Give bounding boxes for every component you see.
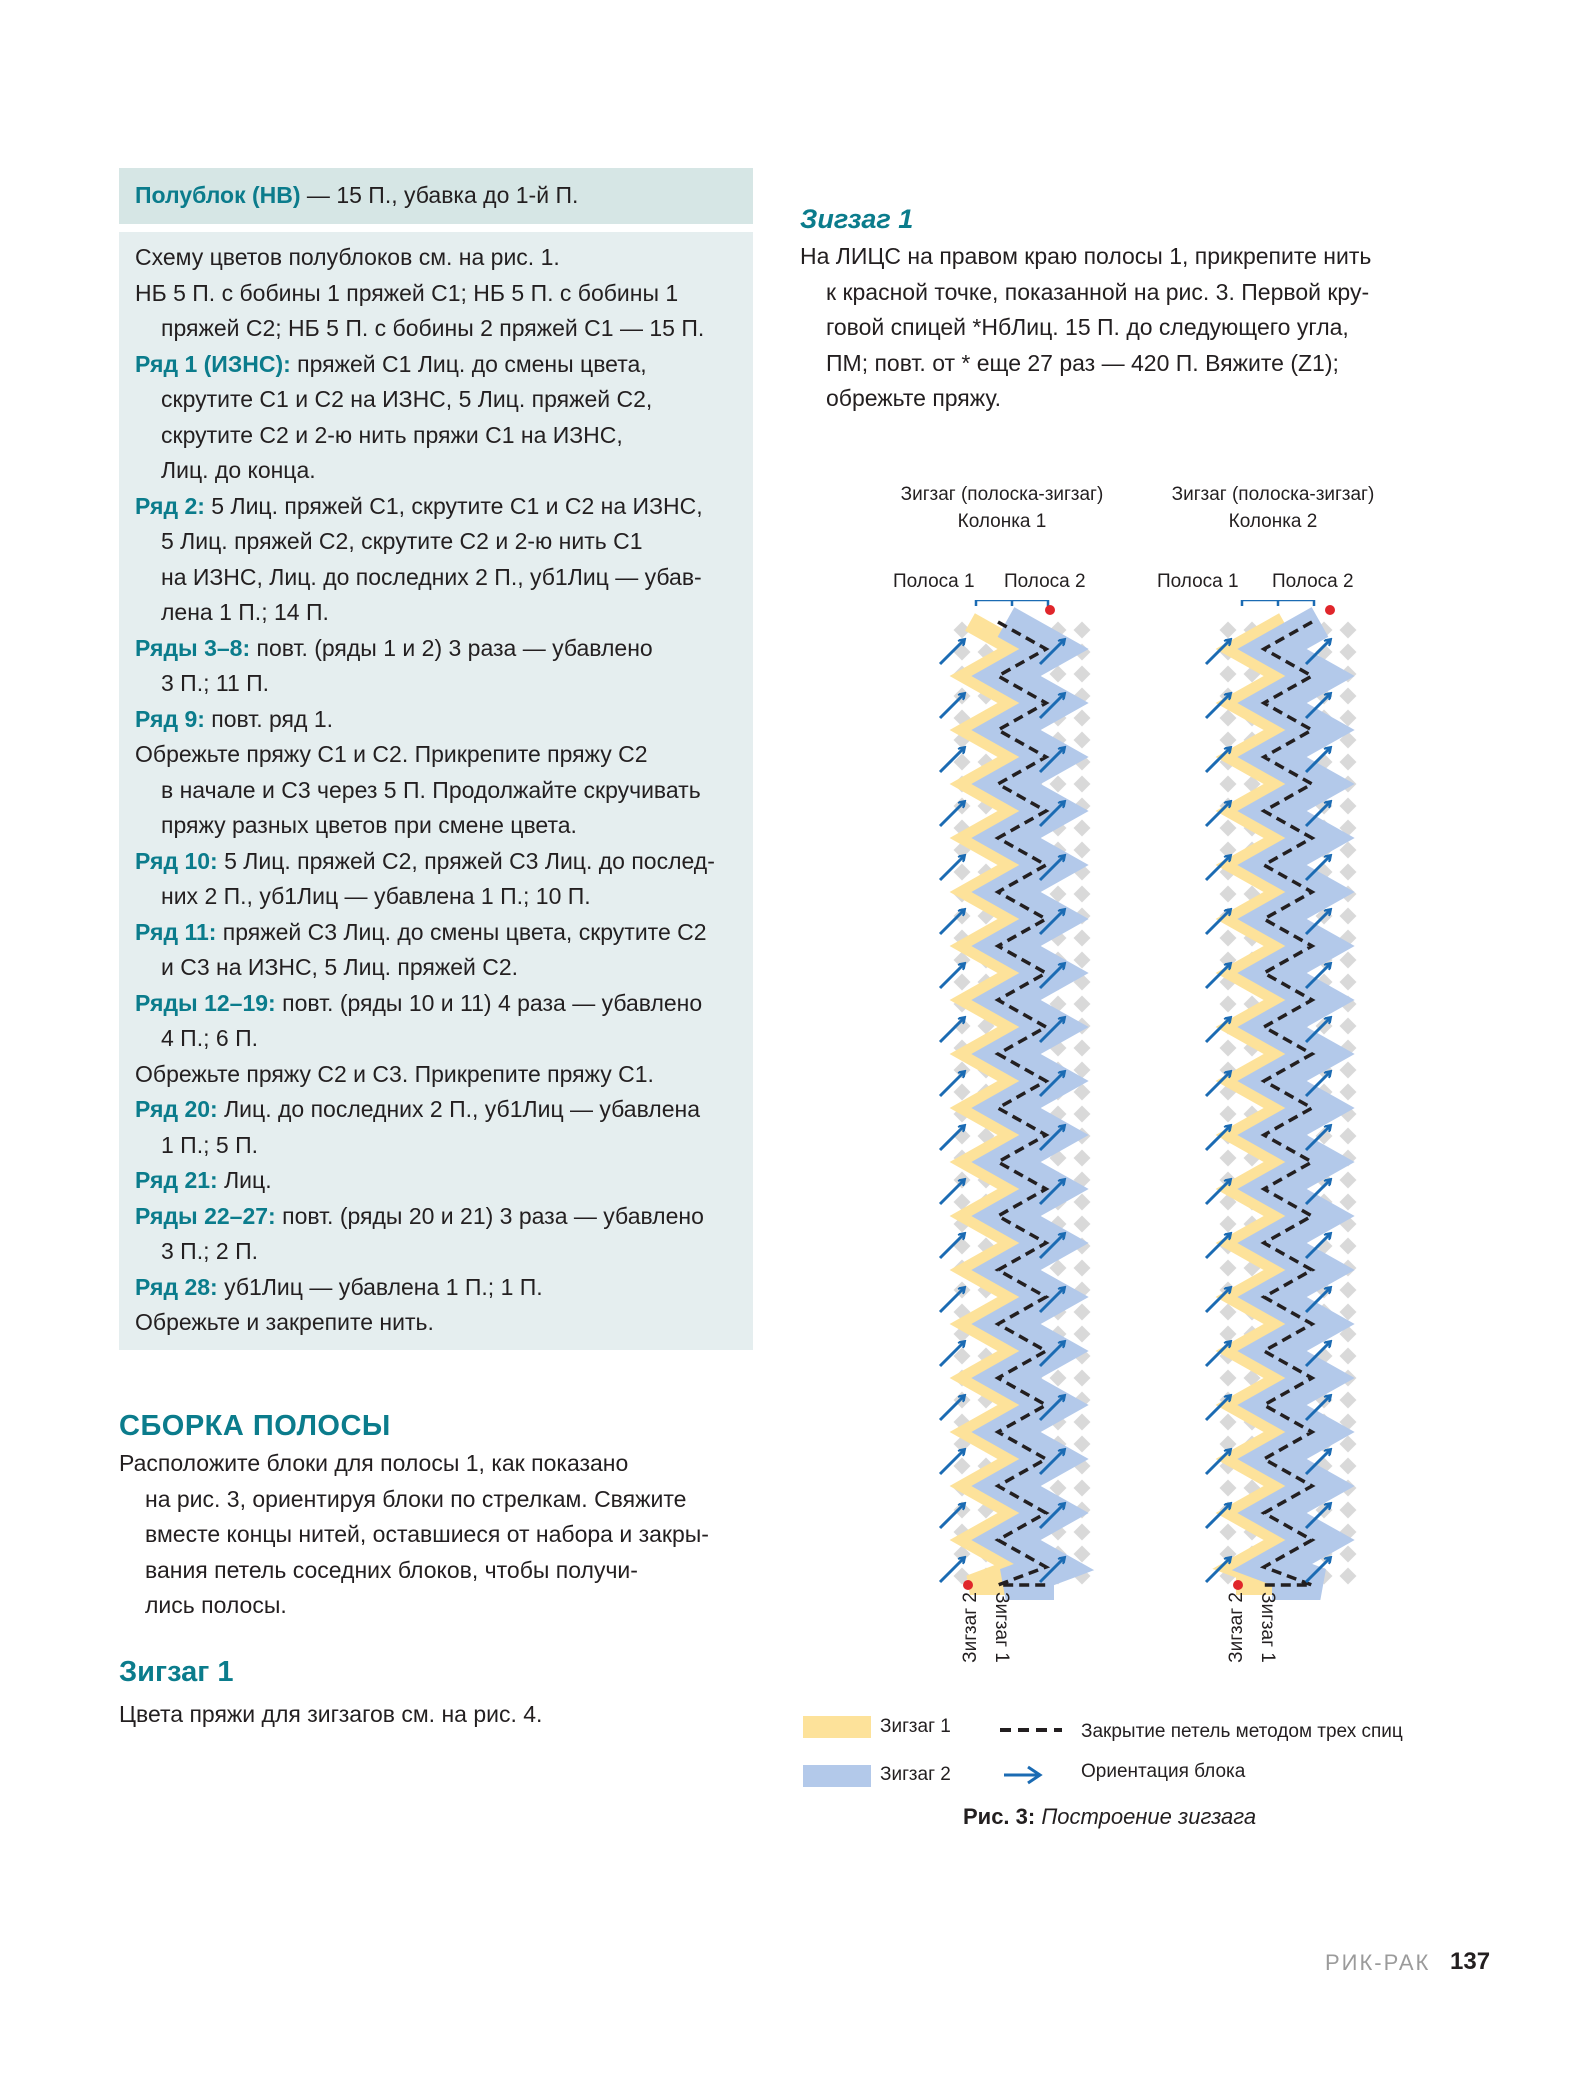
- gray-block: [1074, 776, 1091, 793]
- legend-arrow-icon: [1002, 1764, 1048, 1786]
- gray-block: [1220, 1040, 1237, 1057]
- gray-block: [1074, 622, 1091, 639]
- instruction-text: 4 П.; 6 П.: [161, 1025, 258, 1051]
- instruction-line: [135, 1305, 737, 1341]
- instruction-text: Обрежьте пряжу С1 и С2. Прикрепите пряжу С2: [135, 741, 648, 767]
- gray-block: [1220, 666, 1237, 683]
- info-box-body: [119, 232, 753, 1350]
- gray-block: [1220, 1106, 1237, 1123]
- instruction-text: них 2 П., уб1Лиц — убавлена 1 П.; 10 П.: [161, 883, 591, 909]
- instruction-line: [135, 489, 737, 525]
- gray-block: [1074, 886, 1091, 903]
- instruction-line: [135, 773, 737, 809]
- gray-block: [1340, 1238, 1357, 1255]
- red-dot: [963, 1580, 973, 1590]
- gray-block: [1340, 1128, 1357, 1145]
- info-box-instructions: [135, 240, 737, 1341]
- gray-block: [1340, 644, 1357, 661]
- gray-block: [954, 974, 971, 991]
- gray-block: [1074, 1106, 1091, 1123]
- instruction-line: [135, 311, 737, 347]
- assembly-text: [119, 1446, 709, 1624]
- text-line: вания петель соседних блоков, чтобы получи-: [145, 1556, 638, 1583]
- instruction-line: [135, 1128, 737, 1164]
- gray-block: [1340, 1018, 1357, 1035]
- instruction-text: пряжей С1 Лиц. до смены цвета,: [290, 350, 647, 377]
- column2-title-line2: Колонка 2: [1228, 511, 1318, 532]
- text-line: вместе концы нитей, оставшиеся от набора и закры-: [145, 1521, 709, 1547]
- gray-block: [1074, 1480, 1091, 1497]
- instruction-line: [135, 1163, 737, 1199]
- gray-block: [1340, 1568, 1357, 1585]
- gray-block: [1220, 1216, 1237, 1233]
- instruction-text: 3 П.; 11 П.: [161, 670, 270, 696]
- instruction-text: повт. (ряды 1 и 2) 3 раза — убавлено: [250, 634, 653, 661]
- column1-bottom-zigzag1: Зигзаг 1: [991, 1592, 1012, 1663]
- instruction-text: скрутите С1 и С2 на ИЗНС, 5 Лиц. пряжей С2,: [161, 386, 653, 412]
- gray-block: [1220, 930, 1237, 947]
- gray-block: [1074, 1414, 1091, 1431]
- instruction-line: [135, 1270, 737, 1306]
- instruction-line: [135, 950, 737, 986]
- instruction-text: 5 Лиц. пряжей С2, скрутите С2 и 2-ю нить С1: [161, 528, 643, 554]
- instruction-line: [135, 1092, 737, 1128]
- gray-block: [1220, 1480, 1237, 1497]
- gray-block: [1220, 1370, 1237, 1387]
- gray-block: [1050, 776, 1067, 793]
- gray-block: [1340, 1062, 1357, 1079]
- text-line: На ЛИЦС на правом краю полосы 1, прикрепите нить: [800, 243, 1372, 269]
- gray-block: [1340, 1502, 1357, 1519]
- instruction-text: и С3 на ИЗНС, 5 Лиц. пряжей С2.: [161, 954, 519, 980]
- instruction-text: на ИЗНС, Лиц. до последних 2 П., уб1Лиц — убав-: [161, 563, 702, 590]
- instruction-text: 5 Лиц. пряжей С1, скрутите С1 и С2 на ИЗНС,: [204, 492, 703, 519]
- instruction-line: [135, 702, 737, 738]
- instruction-text: скрутите С2 и 2-ю нить пряжи С1 на ИЗНС,: [161, 421, 623, 448]
- gray-block: [1340, 754, 1357, 771]
- instruction-line: [135, 418, 737, 454]
- gray-block: [1074, 1304, 1091, 1321]
- gray-block: [1340, 1172, 1357, 1189]
- gray-block: [1220, 1150, 1237, 1167]
- row-label: Ряды 22–27:: [135, 1202, 276, 1229]
- gray-block: [1074, 820, 1091, 837]
- gray-block: [1074, 996, 1091, 1013]
- instruction-text: Схему цветов полублоков см. на рис. 1.: [135, 244, 560, 270]
- gray-block: [1220, 622, 1237, 639]
- gray-block: [1220, 886, 1237, 903]
- column2-title: [1153, 481, 1393, 535]
- column1-title-line2: Колонка 1: [957, 511, 1047, 532]
- legend-orientation-label: Ориентация блока: [1081, 1761, 1246, 1782]
- instruction-line: [135, 666, 737, 702]
- column2-bottom-zigzag1: Зигзаг 1: [1257, 1592, 1278, 1663]
- row-label: Ряд 10:: [135, 847, 218, 874]
- instruction-line: [135, 844, 737, 880]
- gray-block: [1220, 776, 1237, 793]
- gray-block: [1074, 710, 1091, 727]
- instruction-line: [135, 453, 737, 489]
- legend-bindoff-label: Закрытие петель методом трех спиц: [1081, 1721, 1403, 1742]
- legend-zigzag2-swatch: [803, 1765, 871, 1787]
- row-label: Ряд 1 (ИЗНС):: [135, 350, 291, 377]
- text-line: на рис. 3, ориентируя блоки по стрелкам. Свяжите: [145, 1485, 687, 1512]
- info-box-title: Полублок (НВ): [135, 182, 301, 208]
- instruction-line: [135, 631, 737, 667]
- page-number: 137: [1450, 1948, 1491, 1975]
- text-line: Расположите блоки для полосы 1, как показано: [119, 1450, 629, 1476]
- instruction-text: в начале и С3 через 5 П. Продолжайте скручивать: [161, 776, 701, 803]
- gray-block: [1220, 1260, 1237, 1277]
- gray-block: [1340, 1348, 1357, 1365]
- gray-block: [1074, 842, 1091, 859]
- instruction-line: [135, 524, 737, 560]
- gray-block: [1220, 1524, 1237, 1541]
- text-line: лись полосы.: [145, 1592, 287, 1618]
- instruction-line: [135, 347, 737, 383]
- column2-title-line1: Зигзаг (полоска-зигзаг): [1171, 484, 1375, 505]
- instruction-line: [135, 382, 737, 418]
- row-label: Ряд 9:: [135, 705, 205, 732]
- instruction-line: [135, 986, 737, 1022]
- red-dot: [1325, 605, 1335, 615]
- column2-bottom-zigzag2: Зигзаг 2: [1226, 1592, 1247, 1663]
- instruction-line: [135, 276, 737, 312]
- row-label: Ряды 12–19:: [135, 989, 276, 1016]
- figure-caption: [963, 1804, 1256, 1830]
- column1-title: [882, 481, 1122, 535]
- instruction-text: Обрежьте пряжу С2 и С3. Прикрепите пряжу С1.: [135, 1060, 654, 1087]
- column1-strip2-label: Полоса 2: [1004, 571, 1086, 592]
- row-label: Ряд 2:: [135, 492, 205, 519]
- gray-block: [1074, 1370, 1091, 1387]
- gray-block: [1074, 666, 1091, 683]
- instruction-text: лена 1 П.; 14 П.: [161, 599, 329, 625]
- instruction-line: [135, 1199, 737, 1235]
- gray-block: [1340, 1546, 1357, 1563]
- instruction-text: Обрежьте и закрепите нить.: [135, 1309, 434, 1335]
- instruction-line: [135, 1021, 737, 1057]
- gray-block: [1074, 1260, 1091, 1277]
- instruction-text: НБ 5 П. с бобины 1 пряжей С1; НБ 5 П. с бобины 1: [135, 279, 679, 306]
- instruction-line: [135, 915, 737, 951]
- gray-block: [1074, 1040, 1091, 1057]
- row-label: Ряд 11:: [135, 918, 217, 945]
- legend-zigzag1-label: Зигзаг 1: [880, 1716, 951, 1737]
- zigzag1-heading-left: Зигзаг 1: [119, 1656, 234, 1688]
- instruction-text: 1 П.; 5 П.: [161, 1131, 258, 1158]
- gray-block: [1340, 1194, 1357, 1211]
- diagram-column-2: [1206, 600, 1356, 1590]
- zigzag1-note: Цвета пряжи для зигзагов см. на рис. 4.: [119, 1701, 543, 1727]
- instruction-text: пряжей С2; НБ 5 П. с бобины 2 пряжей С1 — 15 П.: [161, 315, 705, 341]
- instruction-text: пряжу разных цветов при смене цвета.: [161, 812, 577, 838]
- red-dot: [1233, 1580, 1243, 1590]
- zigzag1-instructions: [800, 239, 1371, 417]
- legend-bindoff-swatch: [1000, 1726, 1062, 1734]
- row-label: Ряд 20:: [135, 1096, 218, 1122]
- column2-strip2-label: Полоса 2: [1272, 571, 1354, 592]
- info-box-subtitle: — 15 П., убавка до 1-й П.: [300, 182, 579, 208]
- instruction-text: Лиц. до конца.: [161, 457, 316, 483]
- gray-block: [1340, 1392, 1357, 1409]
- instruction-text: 5 Лиц. пряжей С2, пряжей С3 Лиц. до послед-: [217, 847, 715, 874]
- gray-block: [1340, 974, 1357, 991]
- zigzag1-heading-right: Зигзаг 1: [800, 204, 914, 234]
- text-line: ПМ; повт. от * еще 27 раз — 420 П. Вяжите (Z1);: [826, 349, 1339, 376]
- gray-block: [1220, 732, 1237, 749]
- column2-strip1-label: Полоса 1: [1157, 571, 1239, 592]
- column1-title-line1: Зигзаг (полоска-зигзаг): [900, 484, 1104, 505]
- instruction-line: [135, 560, 737, 596]
- instruction-line: [135, 595, 737, 631]
- gray-block: [1074, 930, 1091, 947]
- gray-block: [1050, 1370, 1067, 1387]
- row-label: Ряды 3–8:: [135, 634, 251, 661]
- gray-block: [1220, 820, 1237, 837]
- row-label: Ряд 21:: [135, 1167, 218, 1193]
- diagram-column-1: [940, 600, 1090, 1590]
- gray-block: [1340, 798, 1357, 815]
- assembly-heading: СБОРКА ПОЛОСЫ: [119, 1410, 391, 1442]
- instruction-line: [135, 808, 737, 844]
- gray-block: [1340, 1084, 1357, 1101]
- legend-zigzag2-label: Зигзаг 2: [880, 1764, 951, 1785]
- instruction-text: 3 П.; 2 П.: [161, 1238, 258, 1264]
- instruction-text: повт. (ряды 20 и 21) 3 раза — убавлено: [275, 1202, 704, 1229]
- gray-block: [1340, 864, 1357, 881]
- instruction-text: пряжей С3 Лиц. до смены цвета, скрутите С2: [216, 918, 707, 945]
- footer-section-title: РИК-РАК: [1325, 1950, 1431, 1975]
- instruction-line: [135, 1234, 737, 1270]
- red-dot: [1045, 605, 1055, 615]
- instruction-text: уб1Лиц — убавлена 1 П.; 1 П.: [217, 1273, 543, 1300]
- instruction-line: [135, 1057, 737, 1093]
- column1-bottom-zigzag2: Зигзаг 2: [960, 1592, 981, 1663]
- gray-block: [1074, 1150, 1091, 1167]
- gray-block: [1074, 1326, 1091, 1343]
- row-label: Ряд 28:: [135, 1273, 218, 1300]
- gray-block: [1340, 622, 1357, 639]
- text-line: к красной точке, показанной на рис. 3. Первой кру-: [826, 278, 1370, 305]
- instruction-line: [135, 737, 737, 773]
- gray-block: [1220, 996, 1237, 1013]
- gray-block: [1220, 1326, 1237, 1343]
- gray-block: [1074, 1524, 1091, 1541]
- gray-block: [1074, 1436, 1091, 1453]
- figure-caption-number: Рис. 3:: [963, 1804, 1036, 1829]
- text-line: обрежьте пряжу.: [826, 385, 1001, 411]
- info-box-header: [119, 168, 753, 224]
- figure-caption-title: Построение зигзага: [1035, 1804, 1257, 1829]
- gray-block: [1340, 908, 1357, 925]
- instruction-text: Лиц. до последних 2 П., уб1Лиц — убавлена: [217, 1096, 700, 1122]
- column1-strip1-label: Полоса 1: [893, 571, 975, 592]
- text-line: говой спицей *НбЛиц. 15 П. до следующего угла,: [826, 314, 1349, 340]
- instruction-line: [135, 240, 737, 276]
- instruction-text: Лиц.: [217, 1167, 272, 1193]
- gray-block: [1340, 952, 1357, 969]
- instruction-line: [135, 879, 737, 915]
- gray-block: [1340, 1458, 1357, 1475]
- gray-block: [1074, 732, 1091, 749]
- gray-block: [1220, 1414, 1237, 1431]
- legend-zigzag1-swatch: [803, 1716, 871, 1738]
- gray-block: [1340, 688, 1357, 705]
- gray-block: [1340, 1282, 1357, 1299]
- instruction-text: повт. ряд 1.: [204, 705, 334, 732]
- zigzag-diagram: [880, 600, 1440, 1600]
- gray-block: [1074, 1216, 1091, 1233]
- instruction-text: повт. (ряды 10 и 11) 4 раза — убавлено: [275, 989, 703, 1016]
